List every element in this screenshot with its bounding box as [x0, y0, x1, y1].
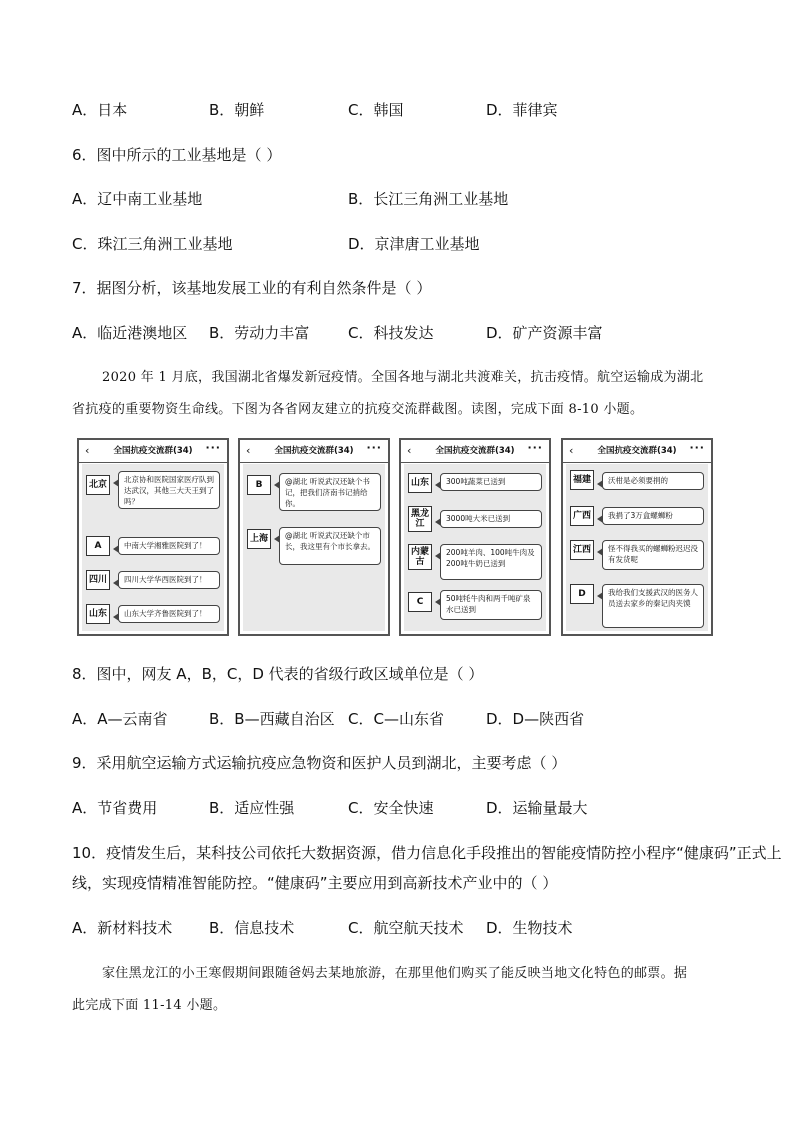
chat-message: [570, 506, 704, 536]
message-bubble: 200吨羊肉、100吨牛肉及200吨牛奶已送到: [440, 544, 542, 580]
back-icon: ‹: [407, 444, 412, 457]
q5-option-b: B．朝鲜: [209, 101, 265, 119]
chat-panel-2: [238, 438, 390, 636]
q7-option-d: D．矿产资源丰富: [486, 324, 603, 342]
message-bubble: 50吨牦牛肉和两千吨矿泉水已送到: [440, 590, 542, 620]
q5-option-c: C．韩国: [348, 101, 404, 119]
chat-title: 全国抗疫交流群(34): [113, 446, 193, 456]
q10-option-a: A．新材料技术: [72, 919, 173, 937]
chat-header: [401, 440, 549, 463]
chat-message: [408, 590, 542, 630]
message-bubble: @湖北 听说武汉还缺个市长，我这里有个市长拿去。: [279, 527, 381, 565]
message-bubble: @湖北 听说武汉还缺个书记，把我们济南书记捎给你。: [279, 473, 381, 511]
chat-title: 全国抗疫交流群(34): [435, 446, 515, 456]
chat-message: [570, 584, 704, 630]
q7-option-a: A．临近港澳地区: [72, 324, 188, 342]
chat-header: [240, 440, 388, 463]
q9-option-b: B．适应性强: [209, 799, 295, 817]
message-bubble: 我给我们支援武汉的医务人员送去家乡的秦记肉夹馍: [602, 584, 704, 628]
sender-avatar: 福建: [570, 470, 594, 490]
chat-title: 全国抗疫交流群(34): [597, 446, 677, 456]
q6-option-b: B．长江三角洲工业基地: [348, 190, 509, 208]
q8-option-b: B．B—西藏自治区: [209, 710, 335, 728]
message-bubble: 怪不得我买的螺蛳粉迟迟没有发货呢: [602, 540, 704, 570]
chat-body: [404, 464, 546, 631]
chat-message: [408, 544, 542, 584]
q10-stem-line2: 线，实现疫情精准智能防控。“健康码”主要应用到高新技术产业中的（ ）: [72, 874, 558, 892]
q10-option-c: C．航空航天技术: [348, 919, 464, 937]
q7-stem: 7．据图分析，该基地发展工业的有利自然条件是（ ）: [72, 279, 432, 297]
q10-option-d: D．生物技术: [486, 919, 573, 937]
back-icon: ‹: [246, 444, 251, 457]
chat-message: [408, 506, 542, 536]
chat-message: [570, 470, 704, 500]
more-icon: ···: [366, 441, 382, 454]
chat-panel-4: [561, 438, 713, 636]
q8-option-c: C．C—山东省: [348, 710, 444, 728]
sender-avatar: D: [570, 584, 594, 604]
q6-option-a: A．辽中南工业基地: [72, 190, 203, 208]
q5-option-d: D．菲律宾: [486, 101, 558, 119]
intro-8-10: [72, 362, 732, 426]
sender-avatar: 上海: [247, 529, 271, 549]
q7-option-c: C．科技发达: [348, 324, 434, 342]
chat-message: [247, 527, 381, 567]
sender-avatar: 山东: [86, 604, 110, 624]
back-icon: ‹: [569, 444, 574, 457]
sender-avatar: 黑龙江: [408, 506, 432, 532]
intro-11-14-line1: 家住黑龙江的小王寒假期间跟随爸妈去某地旅游，在那里他们购买了能反映当地文化特色的邮票。据: [102, 966, 688, 981]
chat-body: [82, 464, 224, 631]
q6-option-c: C．珠江三角洲工业基地: [72, 235, 233, 253]
intro-8-10-line2: 省抗疫的重要物资生命线。下图为各省网友建立的抗疫交流群截图。读图，完成下面 8-10 小题。: [72, 402, 644, 417]
chat-panel-1: [77, 438, 229, 636]
chat-message: [86, 471, 220, 511]
intro-11-14: [72, 958, 732, 1022]
sender-avatar: B: [247, 475, 271, 495]
chat-panel-3: [399, 438, 551, 636]
message-bubble: 沃柑是必须要捐的: [602, 472, 704, 490]
message-bubble: 四川大学华西医院到了！: [118, 571, 220, 589]
sender-avatar: 四川: [86, 570, 110, 590]
message-bubble: 北京协和医院国家医疗队到达武汉，其他三大天王到了吗？: [118, 471, 220, 509]
sender-avatar: C: [408, 592, 432, 612]
more-icon: ···: [689, 441, 705, 454]
q9-option-a: A．节省费用: [72, 799, 158, 817]
chat-message: [86, 570, 220, 600]
chat-message: [408, 471, 542, 501]
q9-option-c: C．安全快速: [348, 799, 434, 817]
intro-11-14-line2: 此完成下面 11-14 小题。: [72, 998, 227, 1013]
q10-option-b: B．信息技术: [209, 919, 295, 937]
chat-figure: [77, 438, 717, 638]
sender-avatar: 广西: [570, 506, 594, 526]
sender-avatar: 内蒙古: [408, 544, 432, 570]
message-bubble: 3000吨大米已送到: [440, 510, 542, 528]
q8-option-a: A．A—云南省: [72, 710, 168, 728]
sender-avatar: 北京: [86, 475, 110, 495]
chat-message: [86, 604, 220, 634]
q10-stem-line1: 10．疫情发生后，某科技公司依托大数据资源，借力信息化手段推出的智能疫情防控小程序“健康码”正式上: [72, 844, 782, 862]
message-bubble: 我捐了3万盒螺蛳粉: [602, 507, 704, 525]
sender-avatar: A: [86, 536, 110, 556]
q8-stem: 8．图中，网友 A，B，C，D 代表的省级行政区域单位是（ ）: [72, 665, 484, 683]
chat-message: [86, 536, 220, 566]
chat-body: [243, 464, 385, 631]
q8-option-d: D．D—陕西省: [486, 710, 585, 728]
q6-option-d: D．京津唐工业基地: [348, 235, 480, 253]
more-icon: ···: [205, 441, 221, 454]
q7-option-b: B．劳动力丰富: [209, 324, 310, 342]
message-bubble: 300吨蔬菜已送到: [440, 473, 542, 491]
chat-header: [563, 440, 711, 463]
message-bubble: 中南大学湘雅医院到了！: [118, 537, 220, 555]
chat-body: [566, 464, 708, 631]
message-bubble: 山东大学齐鲁医院到了！: [118, 605, 220, 623]
back-icon: ‹: [85, 444, 90, 457]
q6-stem: 6．图中所示的工业基地是（ ）: [72, 146, 282, 164]
chat-title: 全国抗疫交流群(34): [274, 446, 354, 456]
q5-option-a: A．日本: [72, 101, 128, 119]
more-icon: ···: [527, 441, 543, 454]
q9-stem: 9．采用航空运输方式运输抗疫应急物资和医护人员到湖北，主要考虑（ ）: [72, 754, 567, 772]
q9-option-d: D．运输量最大: [486, 799, 588, 817]
intro-8-10-line1: 2020 年 1 月底，我国湖北省爆发新冠疫情。全国各地与湖北共渡难关，抗击疫情。航空运输成为湖北: [102, 370, 704, 385]
sender-avatar: 山东: [408, 473, 432, 493]
sender-avatar: 江西: [570, 540, 594, 560]
chat-message: [247, 473, 381, 513]
chat-header: [79, 440, 227, 463]
chat-message: [570, 540, 704, 576]
